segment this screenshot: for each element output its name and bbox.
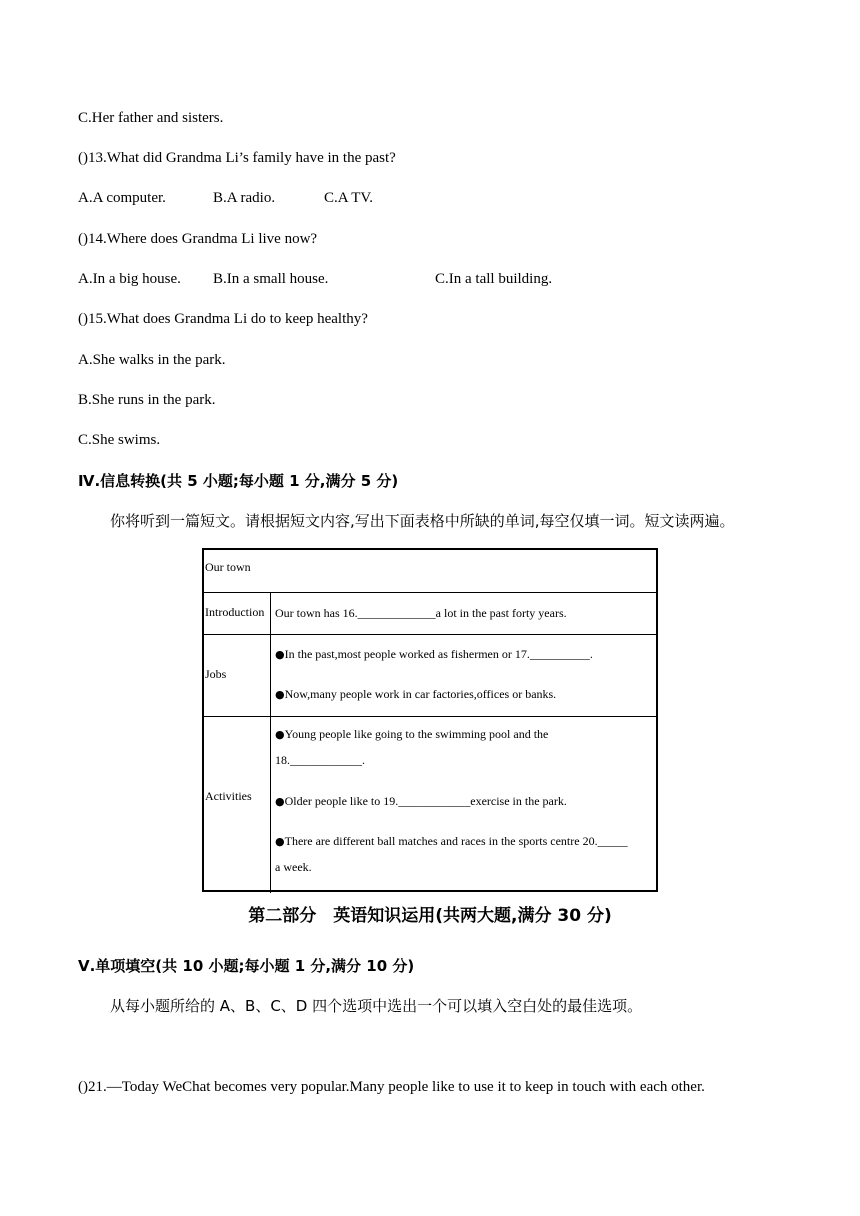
bullet-icon: ● [275, 648, 285, 661]
q14-option-c: C.In a tall building. [435, 271, 553, 287]
activities-item-3: ●There are different ball matches and races in the sports centre 20._____ [275, 834, 628, 848]
table-row-introduction [204, 592, 656, 635]
bullet-icon: ● [275, 795, 285, 808]
q12-option-c: C.Her father and sisters. [78, 110, 224, 126]
activities-item-1-cont: 18.____________. [275, 753, 365, 767]
q15-stem: ()15.What does Grandma Li do to keep healthy? [78, 311, 368, 327]
table-row-activities [204, 716, 656, 893]
activities-item-1: ●Young people like going to the swimming pool and the [275, 727, 549, 741]
jobs-item-1: ●In the past,most people worked as fishermen or 17.__________. [275, 647, 593, 661]
q13-option-b: B.A radio. [213, 190, 276, 206]
q14-option-a: A.In a big house. [78, 271, 181, 287]
bullet-icon: ● [275, 688, 285, 701]
introduction-label: Introduction [205, 605, 265, 619]
table-row-title [204, 550, 656, 592]
section4-heading: Ⅳ.信息转换(共 5 小题;每小题 1 分,满分 5 分) [78, 472, 399, 490]
q13-option-a: A.A computer. [78, 190, 166, 206]
activities-label: Activities [205, 789, 252, 803]
introduction-text: Our town has 16._____________a lot in the past forty years. [275, 606, 567, 620]
jobs-item-2: ●Now,many people work in car factories,offices or banks. [275, 687, 557, 701]
section4-instruction: 你将听到一篇短文。请根据短文内容,写出下面表格中所缺的单词,每空仅填一词。短文读两遍。 [110, 512, 735, 530]
table-title: Our town [205, 560, 251, 574]
q14-option-b: B.In a small house. [213, 271, 329, 287]
q15-option-a: A.She walks in the park. [78, 352, 226, 368]
q15-option-c: C.She swims. [78, 432, 161, 448]
jobs-label: Jobs [205, 667, 227, 681]
table-row-jobs [204, 634, 656, 717]
part2-title: 第二部分 英语知识运用(共两大题,满分 30 分) [248, 906, 612, 926]
section5-instruction: 从每小题所给的 A、B、C、D 四个选项中选出一个可以填入空白处的最佳选项。 [110, 997, 643, 1015]
section5-heading: Ⅴ.单项填空(共 10 小题;每小题 1 分,满分 10 分) [78, 957, 415, 975]
q13-option-c: C.A TV. [324, 190, 374, 206]
info-table [202, 548, 658, 892]
q13-stem: ()13.What did Grandma Li’s family have in the past? [78, 150, 396, 166]
q14-stem: ()14.Where does Grandma Li live now? [78, 231, 318, 247]
activities-item-3-cont: a week. [275, 860, 312, 874]
bullet-icon: ● [275, 728, 285, 741]
q21-stem: ()21.—Today WeChat becomes very popular.Many people like to use it to keep in touch with each other. [78, 1079, 705, 1095]
activities-item-2: ●Older people like to 19.____________exercise in the park. [275, 794, 567, 808]
q15-option-b: B.She runs in the park. [78, 392, 216, 408]
bullet-icon: ● [275, 835, 285, 848]
